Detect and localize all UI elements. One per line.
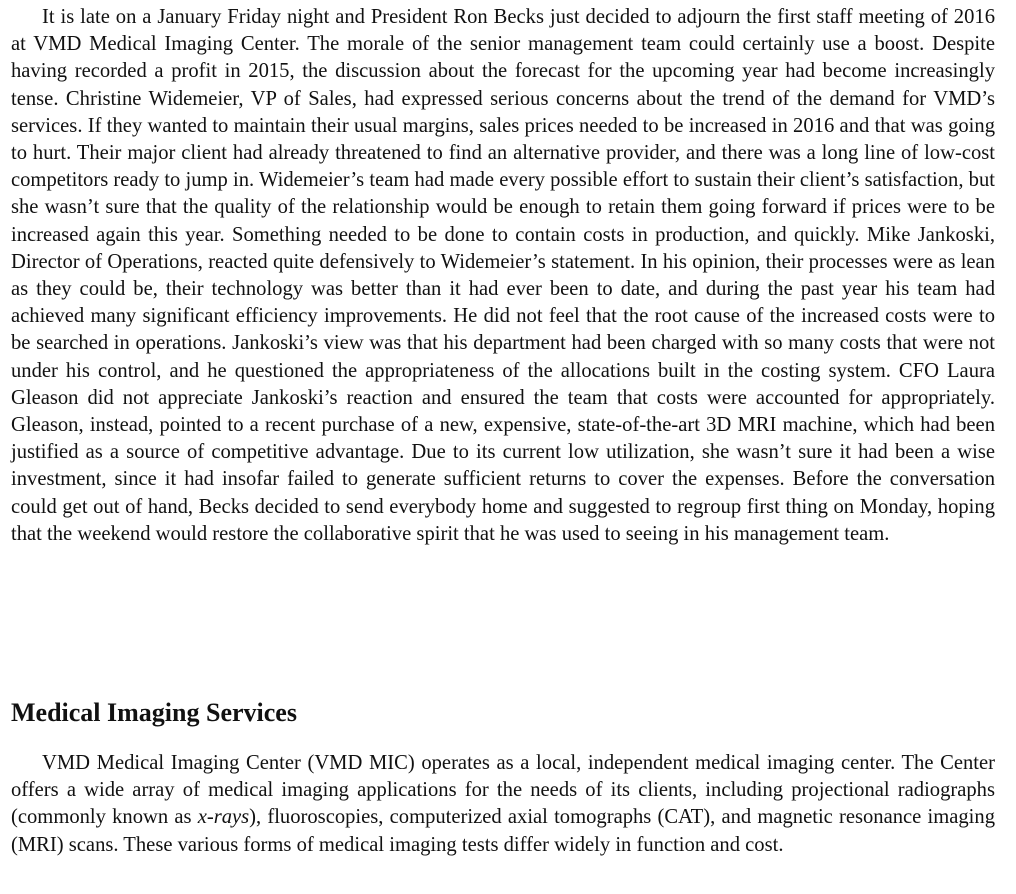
services-paragraph-text-start: VMD Medical Imaging Center (VMD MIC) operates as a local, independent medical imaging center. The Center offers a wide array of medical imaging applications for the needs of its clients, including projectional radiographs (commonly known as xyxy=(11,752,995,829)
services-paragraph xyxy=(11,750,995,859)
intro-paragraph: It is late on a January Friday night and President Ron Becks just decided to adjourn the first staff meeting of 2016 at VMD Medical Imaging Center. The morale of the senior management team could certainly use a boost. Despite having recorded a profit in 2015, the discussion about the forecast for the upcoming year had become increasingly tense. Christine Widemeier, VP of Sales, had expressed serious concerns about the trend of the demand for VMD’s services. If they wanted to maintain their usual margins, sales prices needed to be increased in 2016 and that was going to hurt. Their major client had already threatened to find an alternative provider, and there was a long line of low-cost competitors ready to jump in. Widemeier’s team had made every possible effort to sustain their client’s satisfaction, but she wasn’t sure that the quality of the relationship would be enough to retain them going forward if prices were to be increased again this year. Something needed to be done to contain costs in production, and quickly. Mike Jankoski, Director of Operations, reacted quite defensively to Widemeier’s statement. In his opinion, their processes were as lean as they could be, their technology was better than it had ever been to date, and during the past year his team had achieved many significant efficiency improvements. He did not feel that the root cause of the increased costs were to be searched in operations. Jankoski’s view was that his department had been charged with so many costs that were not under his control, and he questioned the appropriateness of the allocations built in the costing system. CFO Laura Gleason did not appreciate Jankoski’s reaction and ensured the team that costs were accounted for appropriately. Gleason, instead, pointed to a recent purchase of a new, expensive, state-of-the-art 3D MRI machine, which had been justified as a source of competitive advantage. Due to its current low utilization, she wasn’t sure it had been a wise investment, since it had insofar failed to generate sufficient returns to cover the expenses. Before the conversation could get out of hand, Becks decided to send everybody home and suggested to regroup first thing on Monday, hoping that the weekend would restore the collaborative spirit that he was used to seeing in his management team. xyxy=(11,6,995,545)
services-paragraph-text-end: ), fluoroscopies, computerized axial tomographs (CAT), and magnetic resonance imaging (MRI) scans. These various forms of medical imaging tests differ widely in function and cost. xyxy=(11,806,995,856)
section-heading: Medical Imaging Services xyxy=(11,698,297,727)
services-paragraph-italic-term: x-rays xyxy=(197,806,250,829)
